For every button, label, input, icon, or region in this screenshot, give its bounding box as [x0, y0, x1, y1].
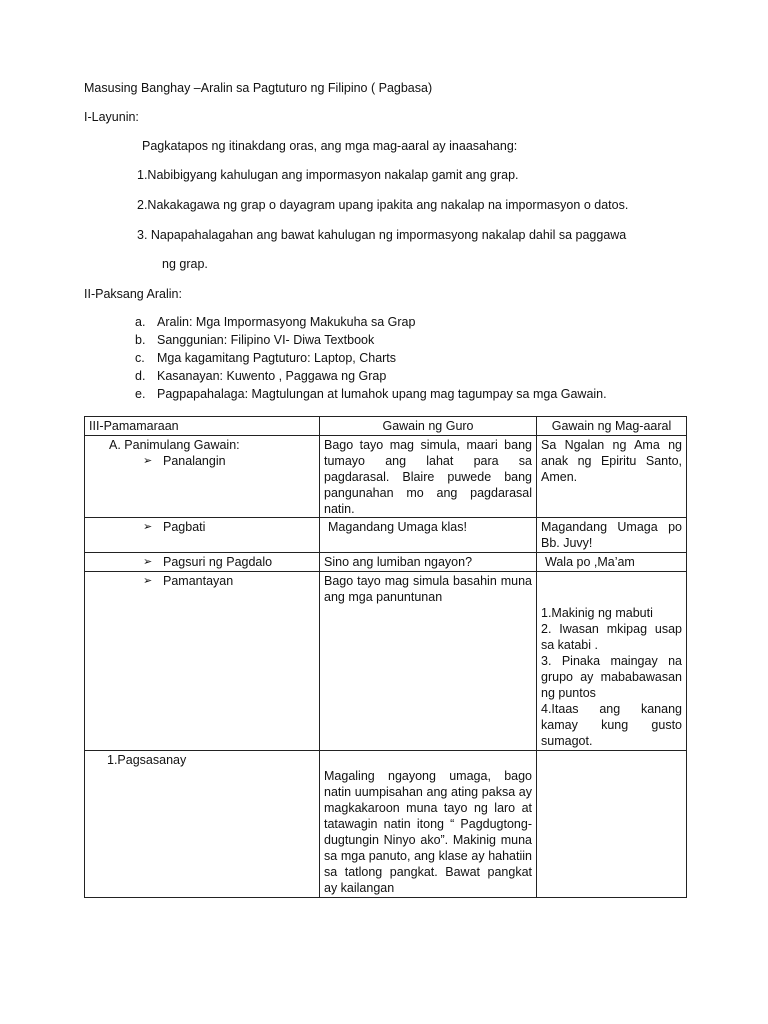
pamamaraan-cell: [85, 751, 320, 898]
step-label: Pagsuri ng Pagdalo: [163, 555, 273, 569]
paksa-mark: d.: [135, 369, 146, 383]
header-gawain-guro: Gawain ng Guro: [320, 417, 537, 436]
paksa-mark: c.: [135, 351, 145, 365]
mag-aaral-cell: [537, 572, 687, 751]
lesson-plan-table: [84, 416, 687, 898]
layunin-item: 3. Napapahalagahan ang bawat kahulugan ng impormasyong nakalap dahil sa paggawa: [137, 228, 627, 242]
paksa-heading: II-Paksang Aralin:: [84, 287, 182, 301]
arrow-bullet-icon: ➢: [143, 556, 153, 568]
paksa-text: Sanggunian: Filipino VI- Diwa Textbook: [157, 333, 375, 347]
layunin-item: 2.Nakakagawa ng grap o dayagram upang ipakita ang nakalap na impormasyon o datos.: [137, 198, 629, 212]
step-label: Pagbati: [163, 520, 206, 534]
table-row: [85, 751, 687, 898]
rule-item: 2. Iwasan mkipag usap sa katabi .: [541, 622, 682, 652]
paksa-text: Kasanayan: Kuwento , Paggawa ng Grap: [157, 369, 387, 383]
guro-cell: [320, 751, 537, 898]
pamamaraan-cell: [85, 518, 320, 553]
paksa-text: Aralin: Mga Impormasyong Makukuha sa Grap: [157, 315, 416, 329]
rule-item: 4.Itaas ang kanang kamay kung gusto sumagot.: [541, 702, 682, 748]
guro-text: Magaling ngayong umaga, bago natin uumpisahan ang ating paksa ay magkakaroon muna tayo ng laro at tatawagin natin itong “ Pagdugtong-dugtungin Ninyo ako”. Makinig muna sa mga panuto, ang klase ay hahatiin sa tatlong pangkat. Bawat pangkat ay kailangan: [324, 769, 532, 895]
pamamaraan-cell: [85, 436, 320, 518]
paksa-item: [135, 349, 396, 367]
pamamaraan-cell: [85, 553, 320, 572]
table-row: [85, 436, 687, 518]
paksa-item: [135, 385, 607, 403]
header-gawain-mag-aaral: Gawain ng Mag-aaral: [537, 417, 687, 436]
mag-aaral-cell: Magandang Umaga po Bb. Juvy!: [537, 518, 687, 553]
arrow-bullet-icon: ➢: [143, 455, 153, 467]
rule-item: 3. Pinaka maingay na grupo ay mababawasan ng puntos: [541, 654, 682, 700]
spacer: [541, 573, 682, 605]
mag-aaral-text: Wala po ,Ma’am: [545, 555, 635, 569]
paksa-text: Mga kagamitang Pagtuturo: Laptop, Charts: [157, 351, 397, 365]
spacer: [324, 752, 532, 768]
paksa-item: [135, 367, 386, 385]
paksa-item: [135, 313, 415, 331]
section-a-label: A. Panimulang Gawain:: [109, 438, 240, 452]
paksa-mark: e.: [135, 387, 146, 401]
step-label: Panalangin: [163, 454, 226, 468]
arrow-bullet-icon: ➢: [143, 521, 153, 533]
pamamaraan-cell: [85, 572, 320, 751]
paksa-text: Pagpapahalaga: Magtulungan at lumahok upang mag tagumpay sa mga Gawain.: [157, 387, 607, 401]
paksa-mark: b.: [135, 333, 146, 347]
step-pamantayan: [89, 573, 315, 589]
mag-aaral-cell: [537, 553, 687, 572]
guro-cell: Bago tayo mag simula, maari bang tumayo ang lahat para sa pagdarasal. Blaire puwede bang pangunahan mo ang pagdarasal natin.: [320, 436, 537, 518]
guro-cell: [320, 518, 537, 553]
layunin-heading: I-Layunin:: [84, 110, 139, 124]
paksa-item: [135, 331, 374, 349]
step-pagbati: [89, 519, 315, 535]
table-row: [85, 572, 687, 751]
guro-cell: Sino ang lumiban ngayon?: [320, 553, 537, 572]
rule-item: 1.Makinig ng mabuti: [541, 606, 653, 620]
step-pagsasanay: 1.Pagsasanay: [107, 753, 187, 767]
arrow-bullet-icon: ➢: [143, 575, 153, 587]
mag-aaral-cell: Sa Ngalan ng Ama ng anak ng Epiritu Santo, Amen.: [537, 436, 687, 518]
guro-text: Magandang Umaga klas!: [328, 520, 467, 534]
table-header-row: [85, 417, 687, 436]
layunin-item: 1.Nabibigyang kahulugan ang impormasyon nakalap gamit ang grap.: [137, 168, 519, 182]
document-title: Masusing Banghay –Aralin sa Pagtuturo ng Filipino ( Pagbasa): [84, 81, 433, 95]
header-pamamaraan: III-Pamamaraan: [85, 417, 320, 436]
layunin-item-continued: ng grap.: [162, 257, 208, 271]
table-row: [85, 553, 687, 572]
step-panalangin: [89, 453, 315, 469]
table-row: [85, 518, 687, 553]
layunin-intro: Pagkatapos ng itinakdang oras, ang mga mag-aaral ay inaasahang:: [142, 139, 518, 153]
paksa-mark: a.: [135, 315, 146, 329]
guro-cell: Bago tayo mag simula basahin muna ang mga panuntunan: [320, 572, 537, 751]
mag-aaral-cell: [537, 751, 687, 898]
step-pagsuri: [89, 554, 315, 570]
step-label: Pamantayan: [163, 574, 234, 588]
